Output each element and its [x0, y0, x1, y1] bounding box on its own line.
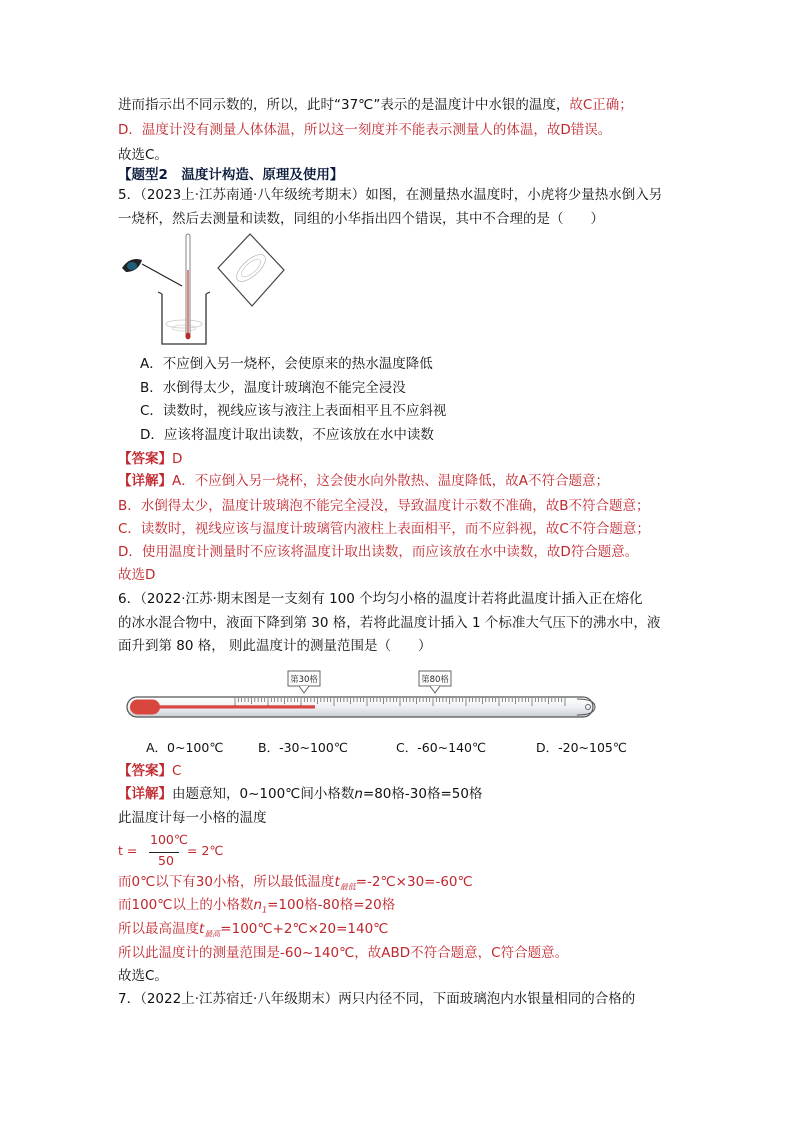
- q6-explain-6: 所以此温度计的测量范围是-60~140℃，故ABD不符合题意，C符合题意。: [118, 945, 569, 961]
- q6-explain-1: 【详解】由题意知，0~100℃间小格数n=80格-30格=50格: [118, 786, 483, 802]
- beaker: [158, 292, 210, 344]
- q6-thermometer-figure: [125, 665, 600, 727]
- q7-stem-1: 7．（2022上·江苏宿迁·八年级期末）两只内径不同，下面玻璃泡内水银量相同的合格的: [118, 991, 636, 1007]
- tag-80-label: 第80格: [421, 675, 449, 685]
- frac-result: = 2℃: [187, 843, 224, 858]
- thermometer-in-beaker: [185, 234, 190, 339]
- q5-explain-4: D．使用温度计测量时不应该将温度计取出读数，而应该放在水中读数，故D符合题意。: [118, 544, 639, 560]
- eye-icon: [122, 259, 142, 272]
- intro-line-3: 故选C。: [118, 147, 168, 163]
- q5-explain-2: B．水倒得太少，温度计玻璃泡不能完全浸没，导致温度计示数不准确，故B不符合题意；: [118, 498, 650, 514]
- tag-80: [419, 671, 451, 693]
- q6-choice-a: A．0~100℃: [146, 740, 224, 755]
- section-title: 【题型2 温度计构造、原理及使用】: [118, 167, 344, 183]
- q6-stem-1: 6．（2022·江苏·期末图是一支刻有 100 个均匀小格的温度计若将此温度计插入正在熔化: [118, 591, 643, 607]
- tag-30: [288, 671, 320, 693]
- q6-choice-c: C．-60~140℃: [396, 740, 487, 755]
- q5-explain-3: C．读数时，视线应该与温度计玻璃管内液柱上表面相平，而不应斜视，故C不符合题意；: [118, 521, 650, 537]
- q6-choose: 故选C。: [118, 968, 168, 984]
- q6-choice-b: B．-30~100℃: [258, 740, 348, 755]
- q6-stem-2: 的冰水混合物中，液面下降到第 30 格，若将此温度计插入 1 个标准大气压下的沸水中，液: [118, 615, 661, 631]
- q5-stem-2: 一烧杯，然后去测量和读数，同组的小华指出四个错误，其中不合理的是（ ）: [118, 211, 604, 227]
- q5-option-d: D．应该将温度计取出读数，不应该放在水中读数: [140, 427, 434, 443]
- frac-numerator: 100℃: [150, 832, 188, 847]
- q6-explain-4: 而100℃以上的小格数$n_1=100$格-80格=20格: [118, 897, 396, 915]
- q6-explain-5: 所以最高温度$t_{最高}=100℃+2℃\times 20=140℃$: [118, 921, 389, 939]
- q5-stem-1: 5．（2023上·江苏南通·八年级统考期末）如图，在测量热水温度时，小虎将少量热水倒入另: [118, 187, 663, 203]
- sight-line: [142, 264, 182, 286]
- intro-line-2: D．温度计没有测量人体体温，所以这一刻度并不能表示测量人的体温，故D错误。: [118, 122, 612, 138]
- q5-explain-1: 【详解】A．不应倒入另一烧杯，这会使水向外散热、温度降低，故A不符合题意；: [118, 473, 609, 489]
- q5-answer: 【答案】D: [118, 451, 183, 467]
- q6-explain-3: 而0℃以下有30小格，所以最低温度$t_{最低}=-2℃\times 30=-60℃$: [118, 874, 473, 892]
- intro-line-1: 进而指示出不同示数的，所以，此时“37℃”表示的是温度计中水银的温度，故C正确；: [118, 97, 633, 113]
- q5-option-a: A．不应倒入另一烧杯，会使原来的热水温度降低: [140, 356, 433, 372]
- q5-option-b: B．水倒得太少，温度计玻璃泡不能完全浸没: [140, 380, 406, 396]
- q5-choose: 故选D: [118, 567, 156, 583]
- tilted-cup: [218, 234, 284, 306]
- q6-answer: 【答案】C: [118, 763, 182, 779]
- q6-explain-2: 此温度计每一小格的温度: [118, 810, 267, 826]
- q5-option-c: C．读数时，视线应该与液注上表面相平且不应斜视: [140, 403, 447, 419]
- frac-lhs: t =: [118, 843, 138, 858]
- q6-stem-3: 面升到第 80 格， 则此温度计的测量范围是（ ）: [118, 638, 432, 654]
- q6-choice-d: D．-20~105℃: [536, 740, 627, 755]
- frac-denominator: 50: [158, 853, 174, 868]
- q5-figure-pouring-water: [118, 230, 288, 348]
- tag-30-label: 第30格: [290, 675, 318, 685]
